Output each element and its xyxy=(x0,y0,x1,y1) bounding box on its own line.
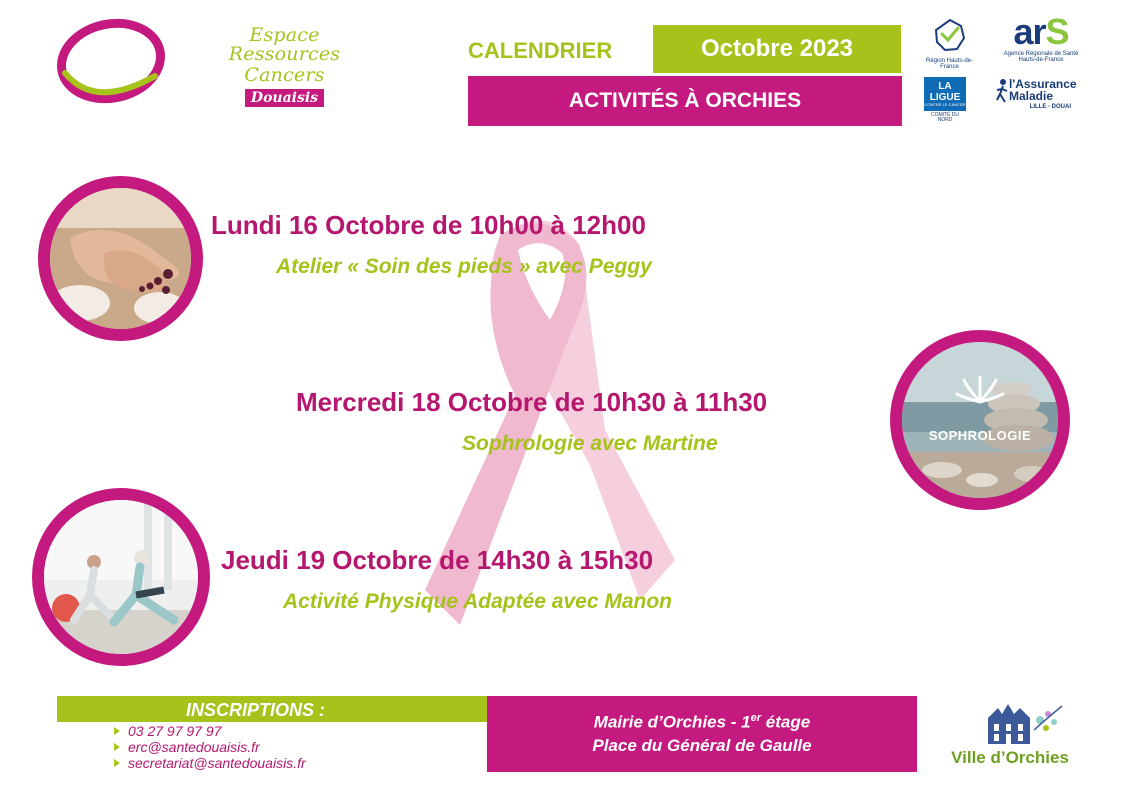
org-name-line1: Espace Ressources xyxy=(228,24,341,65)
erc-logo-ring xyxy=(55,18,167,104)
venue-line1: Mairie d’Orchies - 1er étage xyxy=(593,712,811,732)
foot-care-image xyxy=(50,188,191,329)
org-name-line2: Cancers xyxy=(244,64,325,86)
sophrology-photo xyxy=(890,330,1070,510)
physical-activity-photo xyxy=(32,488,210,666)
ligue-label: COMITÉ DU NORD xyxy=(930,112,960,123)
ars-label: Agence Régionale de Santé Hauts-de-France xyxy=(1003,51,1079,63)
runner-icon xyxy=(995,78,1009,104)
town-name: Ville d’Orchies xyxy=(951,748,1069,767)
am-line2: Maladie xyxy=(1009,89,1054,103)
venue-line2: Place du Général de Gaulle xyxy=(592,736,812,755)
activities-title: ACTIVITÉS À ORCHIES xyxy=(468,76,902,126)
event-3-activity: Activité Physique Adaptée avec Manon xyxy=(283,590,673,613)
event-2-date: Mercredi 18 Octobre de 10h30 à 11h30 xyxy=(296,387,768,417)
contact-list xyxy=(114,723,306,771)
ars-logo xyxy=(996,11,1086,68)
event-2-activity: Sophrologie avec Martine xyxy=(462,432,718,455)
am-line3: LILLE - DOUAI xyxy=(1029,104,1071,110)
hdf-label: Région Hauts-de-France xyxy=(925,58,974,70)
contact-phone[interactable]: 03 27 97 97 97 xyxy=(114,723,306,739)
am-line1: l'Assurance xyxy=(1009,77,1077,91)
event-1-date: Lundi 16 Octobre de 10h00 à 12h00 xyxy=(211,210,646,240)
ligue-contre-cancer-logo xyxy=(924,77,966,125)
inscriptions-title: INSCRIPTIONS : xyxy=(186,700,326,720)
event-3-date: Jeudi 19 Octobre de 14h30 à 15h30 xyxy=(221,545,654,575)
france-map-icon xyxy=(933,18,967,52)
ville-orchies-logo xyxy=(935,700,1085,776)
contact-email[interactable]: erc@santedouaisis.fr xyxy=(114,739,306,755)
contact-email-secretariat[interactable]: secretariat@santedouaisis.fr xyxy=(114,755,306,771)
town-hall-icon xyxy=(950,700,1070,746)
fitness-class-image xyxy=(44,500,198,654)
event-1-activity: Atelier « Soin des pieds » avec Peggy xyxy=(276,255,652,278)
sophrology-image-label: SOPHROLOGIE xyxy=(928,428,1032,443)
foot-care-photo xyxy=(38,176,203,341)
calendar-month: Octobre 2023 xyxy=(653,25,901,73)
assurance-maladie-logo xyxy=(995,78,1085,126)
erc-logo-text xyxy=(192,26,377,107)
calendar-label: CALENDRIER xyxy=(468,38,613,63)
org-tag: Douaisis xyxy=(245,89,324,107)
hauts-de-france-logo xyxy=(922,18,977,68)
ligue-box: LA LIGUE CONTRE LE CANCER xyxy=(924,77,966,111)
bullet-arrow-icon xyxy=(114,743,120,751)
bullet-arrow-icon xyxy=(114,727,120,735)
zen-stones-image xyxy=(902,342,1058,498)
venue-band xyxy=(487,696,917,772)
bullet-arrow-icon xyxy=(114,759,120,767)
ars-wordmark: arS xyxy=(1013,11,1069,52)
